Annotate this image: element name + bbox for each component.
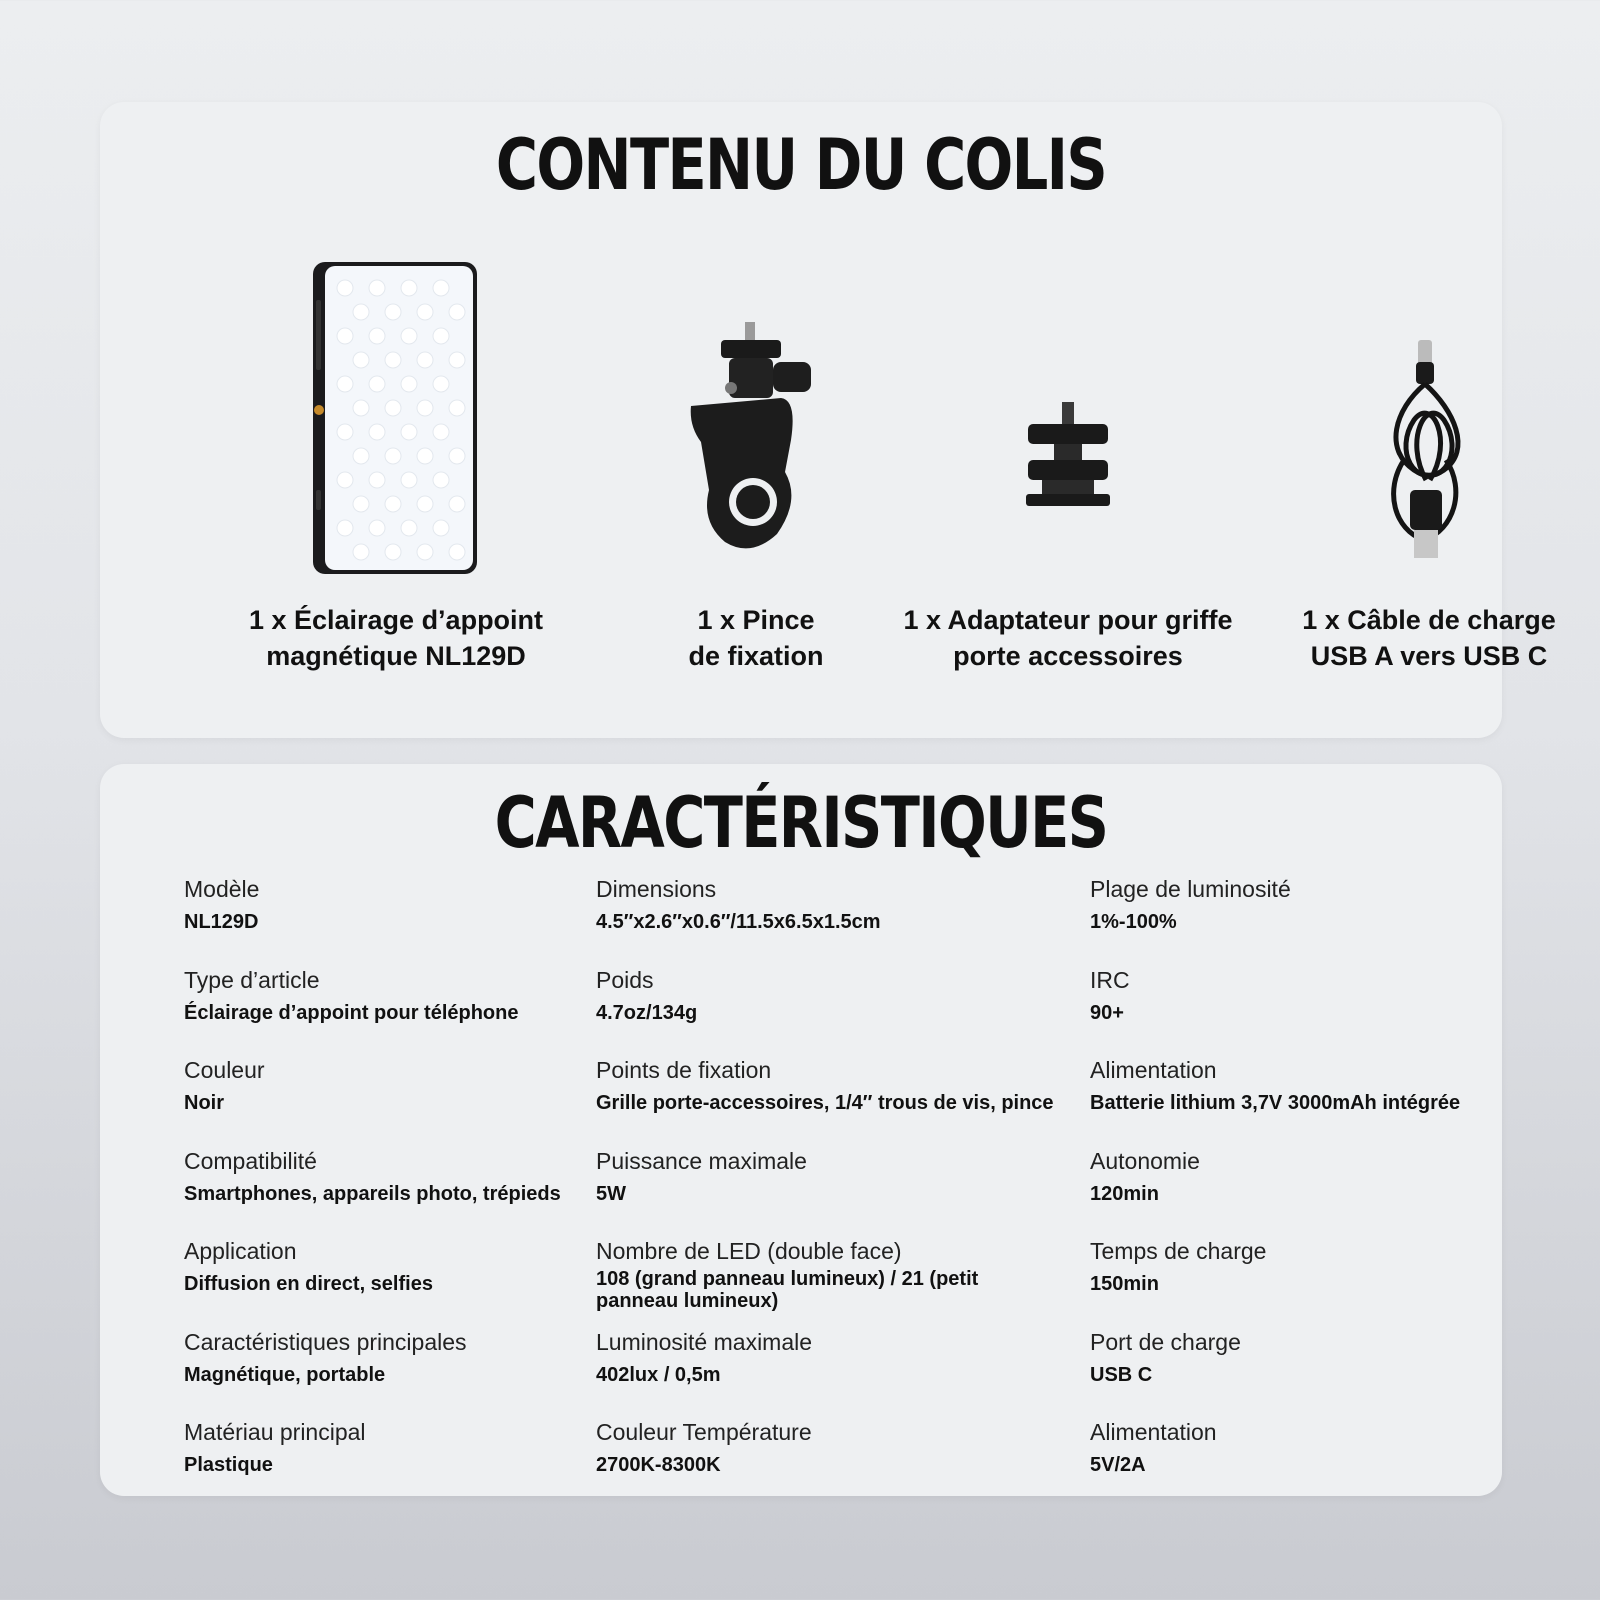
spec-key: Modèle: [184, 876, 260, 902]
spec-row-brightness-range: [1090, 874, 1490, 965]
led-panel-light-icon: [206, 252, 586, 582]
spec-key: Alimentation: [1090, 1419, 1217, 1445]
spec-key: Points de fixation: [596, 1057, 772, 1083]
spec-row-led-count: [596, 1236, 1056, 1327]
package-item-label: 1 x Éclairage d’appoint magnétique NL129D: [248, 605, 544, 671]
spec-row-cri: [1090, 965, 1490, 1056]
package-contents-title: CONTENU DU COLIS: [495, 124, 1107, 206]
spec-key: Port de charge: [1090, 1328, 1241, 1355]
package-item-label: 1 x Pince de fixation: [688, 605, 824, 671]
spec-row-color: [184, 1055, 584, 1146]
spec-key: Couleur: [184, 1057, 265, 1083]
spec-value: USB C: [1090, 1363, 1153, 1386]
package-contents-card: [100, 102, 1556, 738]
cold-shoe-adapter-icon: [878, 252, 1258, 582]
spec-value: 90+: [1090, 1001, 1124, 1024]
spec-key: Caractéristiques principales: [184, 1328, 467, 1355]
spec-key: Dimensions: [596, 876, 717, 902]
spec-row-power-input: [1090, 1417, 1490, 1508]
spec-row-application: [184, 1236, 584, 1327]
spec-column: [596, 874, 1056, 1508]
spec-row-max-power: [596, 1146, 1056, 1237]
spec-key: Compatibilité: [184, 1147, 317, 1174]
spec-key: Application: [184, 1238, 297, 1264]
spec-row-runtime: [1090, 1146, 1490, 1237]
spec-row-battery: [1090, 1055, 1490, 1146]
package-item-led-light: [206, 252, 586, 712]
spec-row-dimensions: [596, 874, 1056, 965]
package-item-label: 1 x Adaptateur pour griffe porte accessoires: [903, 605, 1233, 671]
spec-value: 402lux / 0,5m: [596, 1363, 721, 1386]
spec-key: Autonomie: [1090, 1147, 1200, 1174]
specifications-card: [100, 764, 1502, 1496]
spec-key: Plage de luminosité: [1090, 876, 1291, 902]
spec-value: 2700K-8300K: [596, 1454, 721, 1476]
spec-value: 120min: [1090, 1182, 1159, 1205]
spec-value: 5W: [596, 1182, 626, 1205]
spec-row-max-brightness: [596, 1327, 1056, 1418]
spec-value: 108 (grand panneau lumineux) / 21 (petit panneau lumineux): [596, 1268, 979, 1312]
spec-value: Noir: [184, 1092, 224, 1114]
spec-value: 4.5″x2.6″x0.6″/11.5x6.5x1.5cm: [596, 911, 881, 933]
spec-key: Poids: [596, 966, 654, 993]
spec-row-main-features: [184, 1327, 584, 1418]
spec-row-compatibility: [184, 1146, 584, 1237]
spec-key: Temps de charge: [1090, 1238, 1267, 1264]
spec-row-charge-time: [1090, 1236, 1490, 1327]
spec-value: Grille porte-accessoires, 1/4″ trous de vis, pince: [596, 1092, 1054, 1114]
package-item-usb-cable: [1239, 252, 1600, 712]
package-item-shoe-adapter: [878, 252, 1258, 712]
spec-value: 5V/2A: [1090, 1454, 1146, 1476]
spec-row-weight: [596, 965, 1056, 1056]
spec-key: Puissance maximale: [596, 1147, 807, 1174]
spec-column: [1090, 874, 1490, 1508]
spec-value: Diffusion en direct, selfies: [184, 1273, 433, 1295]
spec-key: Luminosité maximale: [596, 1328, 813, 1355]
spec-column: [184, 874, 584, 1508]
spec-key: Alimentation: [1090, 1057, 1217, 1083]
specifications-title: CARACTÉRISTIQUES: [494, 782, 1108, 864]
spec-value: Smartphones, appareils photo, trépieds: [184, 1182, 561, 1205]
spec-key: IRC: [1090, 966, 1130, 993]
spec-value: Batterie lithium 3,7V 3000mAh intégrée: [1090, 1092, 1461, 1114]
spec-row-color-temperature: [596, 1417, 1056, 1508]
spec-row-mount-points: [596, 1055, 1056, 1146]
spec-row-model: [184, 874, 584, 965]
spec-value: Plastique: [184, 1454, 273, 1476]
spec-value: Magnétique, portable: [184, 1363, 386, 1386]
spec-value: NL129D: [184, 911, 259, 933]
spec-value: 1%-100%: [1090, 911, 1177, 933]
spec-value: 150min: [1090, 1273, 1159, 1295]
spec-value: Éclairage d’appoint pour téléphone: [184, 1001, 519, 1024]
spec-key: Couleur Température: [596, 1419, 812, 1445]
spec-row-material: [184, 1417, 584, 1508]
package-item-label: 1 x Câble de charge USB A vers USB C: [1302, 605, 1556, 671]
spec-key: Matériau principal: [184, 1419, 366, 1445]
spec-key: Type d’article: [184, 966, 320, 993]
spec-key: Nombre de LED (double face): [596, 1238, 902, 1264]
spec-row-charge-port: [1090, 1327, 1490, 1418]
usb-cable-icon: [1239, 252, 1600, 582]
spec-value: 4.7oz/134g: [596, 1001, 698, 1024]
spec-row-item-type: [184, 965, 584, 1056]
